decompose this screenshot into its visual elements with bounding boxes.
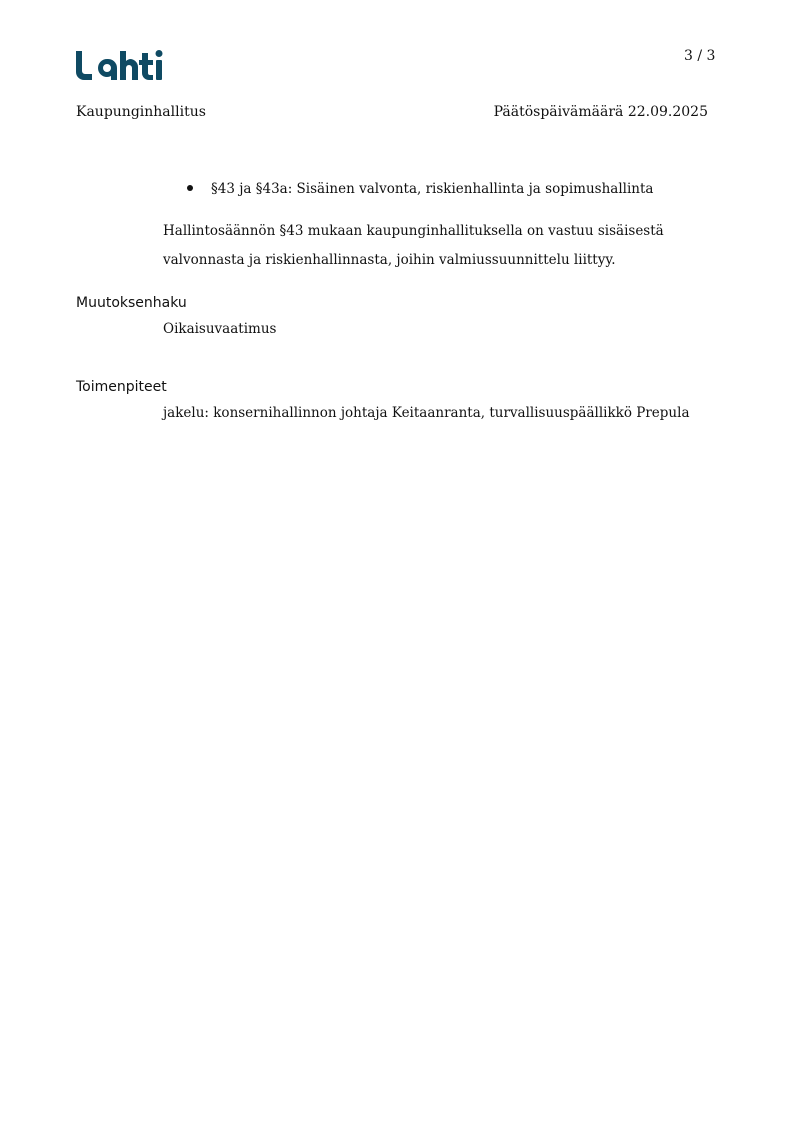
paragraph-line-2: valvonnasta ja riskienhallinnasta, joihin valmiussuunnittelu liittyy. [163,252,616,268]
decision-date: Päätöspäivämäärä 22.09.2025 [493,104,708,120]
appeal-heading: Muutoksenhaku [76,295,187,311]
lahti-logo-mark [76,48,168,82]
actions-heading: Toimenpiteet [76,379,167,395]
organization-name: Kaupunginhallitus [76,104,206,120]
bullet-list-item [187,181,653,197]
paragraph-line-1: Hallintosäännön §43 mukaan kaupunginhallituksella on vastuu sisäisestä [163,223,664,239]
bullet-item-text: §43 ja §43a: Sisäinen valvonta, riskienhallinta ja sopimushallinta [211,181,654,197]
page-number: 3 / 3 [684,48,716,64]
appeal-text: Oikaisuvaatimus [163,321,277,337]
lahti-logo [76,48,168,82]
bullet-icon [187,185,193,191]
actions-text: jakelu: konsernihallinnon johtaja Keitaanranta, turvallisuuspäällikkö Prepula [163,405,690,421]
